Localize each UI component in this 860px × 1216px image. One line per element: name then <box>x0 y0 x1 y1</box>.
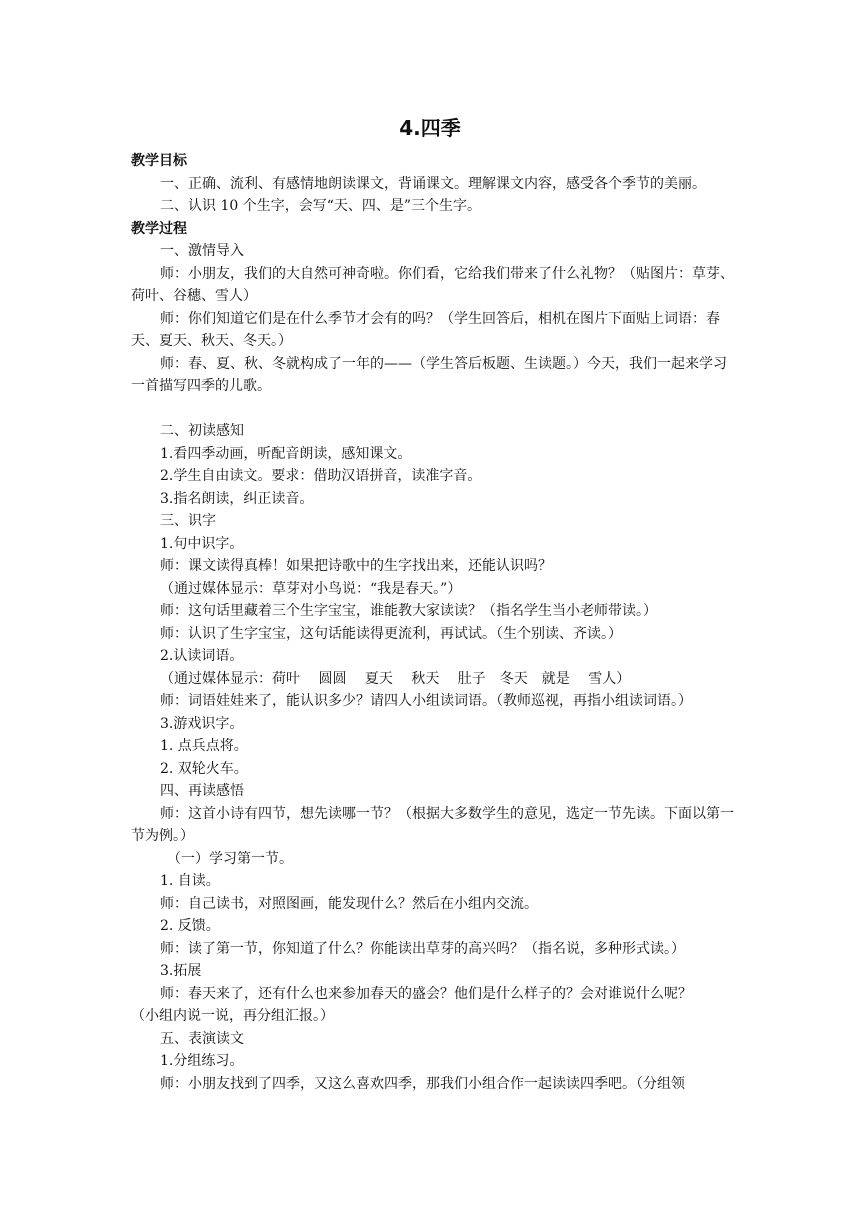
text-line: 1. 自读。 <box>160 873 220 889</box>
text-line: 3.指名朗读，纠正读音。 <box>160 490 314 507</box>
text-line: 师：词语娃娃来了，能认识多少？请四人小组读词语。（教师巡视，再指小组读词语。） <box>160 693 692 709</box>
text-line: 师：你们知道它们是在什么季节才会有的吗？（学生回答后，相机在图片下面贴上词语：春天、夏天、秋天、冬天。） <box>131 310 720 349</box>
text-line: 1.看四季动画，听配音朗读，感知课文。 <box>160 445 412 462</box>
text-line: 3.拓展 <box>160 963 202 979</box>
text-line: 五、表演读文 <box>160 1030 244 1047</box>
section-heading: 教学过程 <box>131 220 187 237</box>
text-line: 一、激情导入 <box>160 243 244 259</box>
text-line: 师：春天来了，还有什么也来参加春天的盛会？他们是什么样子的？会对谁说什么呢？ <box>160 985 692 1002</box>
text-line: 师：春、夏、秋、冬就构成了一年的——（学生答后板题、生读题。）今天，我们一起来学习一首描写四季的儿歌。 <box>131 355 727 394</box>
text-line: 二、认识 10 个生字，会写“天、四、是”三个生字。 <box>160 198 482 214</box>
text-line: 三、识字 <box>160 513 216 529</box>
document-title: 4.四季 <box>399 116 461 140</box>
text-line: 2. 双轮火车。 <box>160 760 248 777</box>
text-line: 师：这句话里藏着三个生字宝宝，谁能教大家读读？（指名学生当小老师带读。） <box>160 603 657 619</box>
text-line: 师：这首小诗有四节，想先读哪一节？（根据大多数学生的意见，选定一节先读。下面以第一节为例。） <box>131 805 734 844</box>
text-line: 1.分组练习。 <box>160 1053 244 1069</box>
text-line: 1.句中识字。 <box>160 535 244 552</box>
text-line: 师：认识了生字宝宝，这句话能读得更流利，再试试。（生个别读、齐读。） <box>160 625 622 642</box>
text-line: 师：课文读得真棒！如果把诗歌中的生字找出来，还能认识吗？ <box>160 558 552 574</box>
text-line: 2.认读词语。 <box>160 648 244 664</box>
section-heading: 教学目标 <box>131 153 187 169</box>
text-line: （一）学习第一节。 <box>167 850 293 867</box>
text-line: 师：自己读书，对照图画，能发现什么？然后在小组内交流。 <box>160 895 538 912</box>
text-line: 师：小朋友找到了四季，又这么喜欢四季，那我们小组合作一起读读四季吧。（分组领 <box>160 1075 685 1092</box>
text-line: （通过媒体显示：荷叶 圆圆 夏天 秋天 肚子 冬天 就是 雪人） <box>160 670 631 687</box>
document-body <box>131 150 735 1095</box>
text-line: 师：读了第一节，你知道了什么？你能读出草芽的高兴吗？（指名说，多种形式读。） <box>160 940 685 957</box>
text-line: 1. 点兵点将。 <box>160 738 248 754</box>
blank-line <box>131 398 735 421</box>
text-line: （小组内说一说，再分组汇报。） <box>131 1008 334 1024</box>
text-line: 3.游戏识字。 <box>160 715 244 732</box>
text-line: 一、正确、流利、有感情地朗读课文，背诵课文。理解课文内容，感受各个季节的美丽。 <box>160 175 706 192</box>
text-line: （通过媒体显示：草芽对小鸟说：“我是春天。”） <box>160 580 462 597</box>
text-line: 二、初读感知 <box>160 423 244 439</box>
text-line: 2.学生自由读文。要求：借助汉语拼音，读准字音。 <box>160 468 482 484</box>
text-line: 师：小朋友，我们的大自然可神奇啦。你们看，它给我们带来了什么礼物？（贴图片：草芽、荷叶、谷穗、雪人） <box>131 265 734 304</box>
text-line: 2. 反馈。 <box>160 918 220 934</box>
text-line: 四、再读感悟 <box>160 783 244 799</box>
